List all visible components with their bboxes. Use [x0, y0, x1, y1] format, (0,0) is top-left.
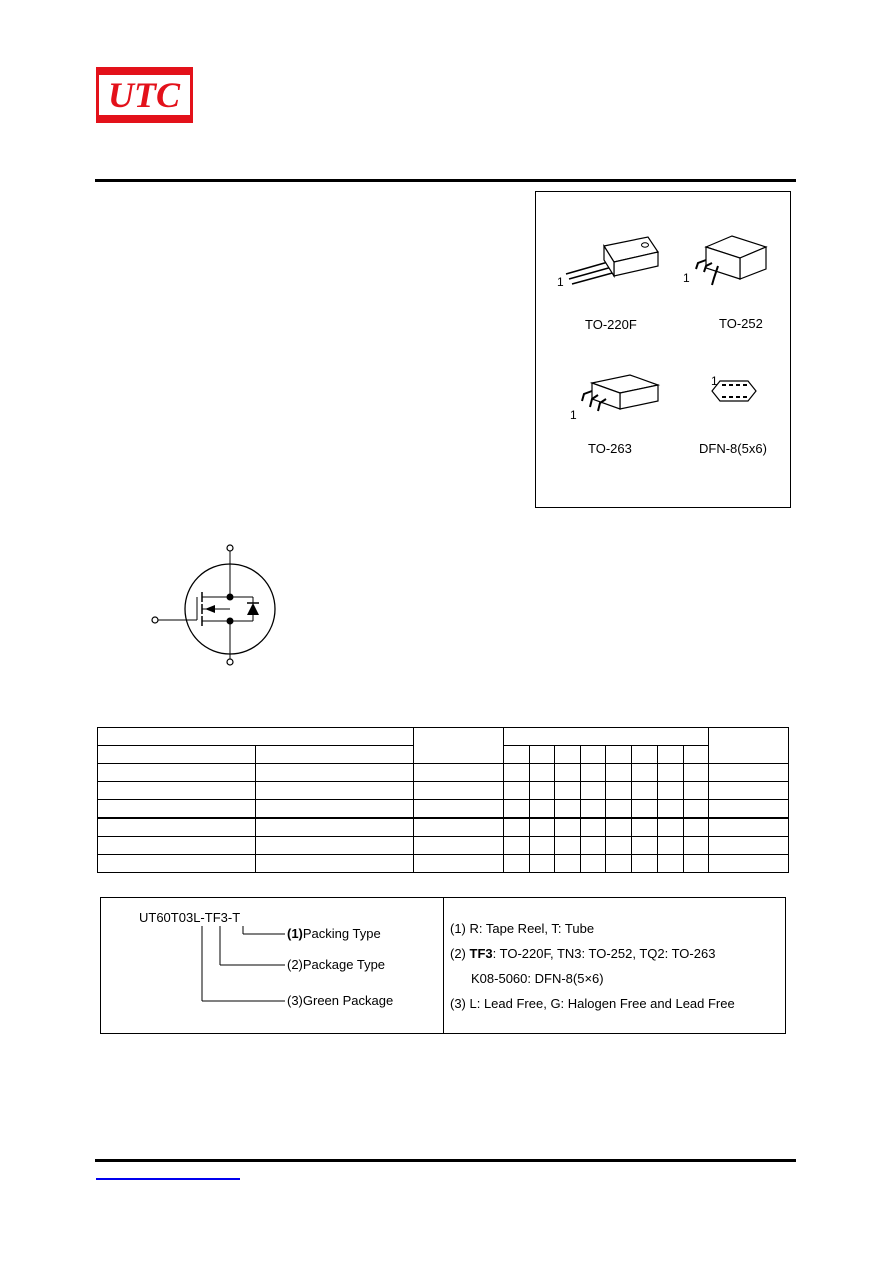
- table-row: [98, 800, 789, 819]
- package-label-to252: TO-252: [719, 316, 763, 331]
- note-green: (3) L: Lead Free, G: Halogen Free and Lead Free: [450, 996, 735, 1011]
- table-header-cell: [98, 746, 256, 764]
- table-header-cell: [683, 746, 708, 764]
- package-label-to263: TO-263: [588, 441, 632, 456]
- table-header-cell: [708, 728, 788, 764]
- table-header-cell: [530, 746, 555, 764]
- mosfet-symbol: [145, 540, 285, 670]
- note-packing: (1) R: Tape Reel, T: Tube: [450, 921, 595, 936]
- table-row: [98, 764, 789, 782]
- to220f-drawing: [560, 232, 670, 294]
- callout-package-type: (2)Package Type: [287, 957, 386, 972]
- table-row: [98, 837, 789, 855]
- table-row: [98, 782, 789, 800]
- table-row: [98, 855, 789, 873]
- pin1-label: 1: [570, 408, 577, 422]
- note-package: (2) TF3: TO-220F, TN3: TO-252, TQ2: TO-263: [450, 946, 716, 961]
- note-package-dfn: K08-5060: DFN-8(5×6): [471, 971, 604, 986]
- utc-logo: [96, 67, 193, 123]
- pin1-label: 1: [557, 275, 564, 289]
- table-header-cell: [504, 746, 530, 764]
- ordering-table: [97, 727, 789, 873]
- table-row: [98, 818, 789, 837]
- table-header-cell: [606, 746, 632, 764]
- pin1-label: 1: [711, 374, 718, 388]
- table-header-cell: [632, 746, 657, 764]
- to263-drawing: [572, 373, 667, 423]
- table-header-cell: [98, 728, 414, 746]
- callout-green-package: (3)Green Package: [287, 993, 394, 1008]
- table-header-cell: [504, 728, 709, 746]
- to252-drawing: [690, 233, 775, 295]
- table-header-cell: [581, 746, 606, 764]
- table-header-cell: [256, 746, 413, 764]
- header-rule: [95, 179, 796, 182]
- part-number-divider: [443, 897, 444, 1034]
- package-label-dfn8: DFN-8(5x6): [699, 441, 767, 456]
- logo-text: UTC: [108, 75, 180, 115]
- part-number: UT60T03L-TF3-T: [139, 910, 241, 925]
- table-header-cell: [657, 746, 683, 764]
- table-header-cell: [555, 746, 581, 764]
- package-label-to220f: TO-220F: [585, 317, 637, 332]
- table-header-cell: [413, 728, 503, 764]
- pin1-label: 1: [683, 271, 690, 285]
- website-link[interactable]: [96, 1178, 240, 1180]
- callout-lines: [195, 926, 285, 1006]
- callout-packing-type: (1)Packing Type: [287, 926, 381, 941]
- footer-rule: [95, 1159, 796, 1162]
